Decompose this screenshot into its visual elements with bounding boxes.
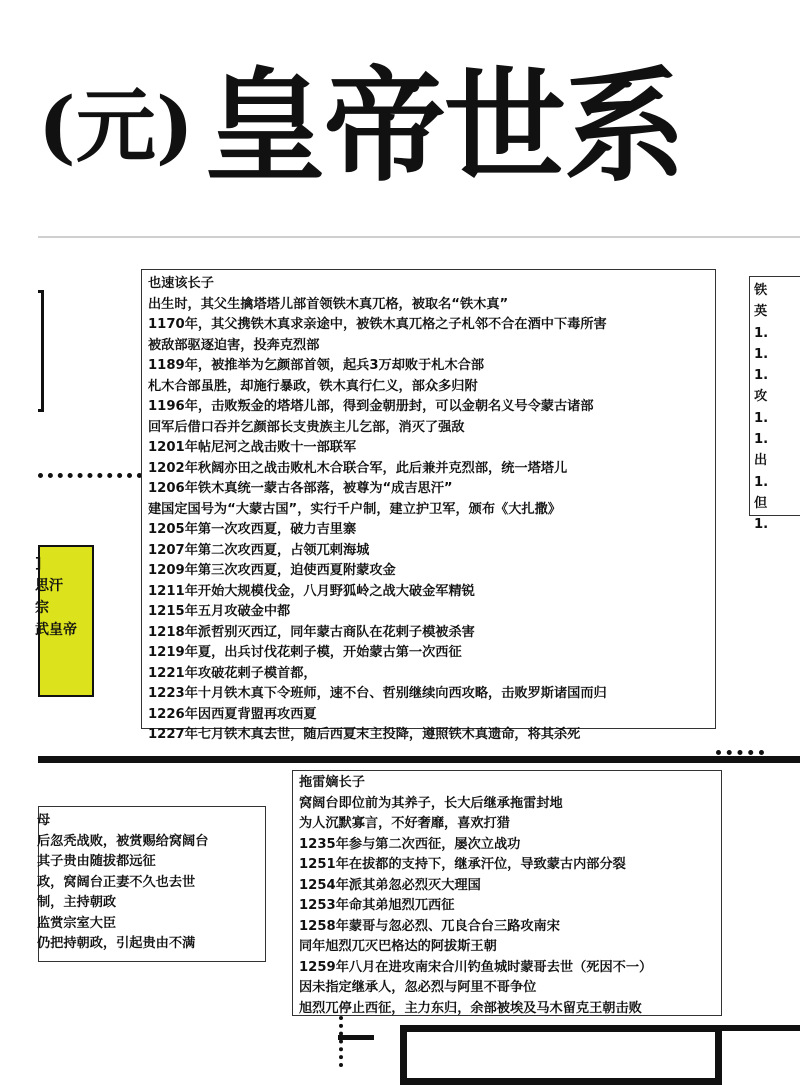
page-title <box>38 50 684 200</box>
dotted-connector-vertical <box>339 1016 343 1067</box>
text-line: 仍把持朝政，引起贵由不满 <box>37 936 196 951</box>
title-divider <box>38 236 800 238</box>
text-line: 回军后借口吞并乞颜部长支贵族主儿乞部，消灭了强敌 <box>148 419 465 435</box>
text-line: 但 <box>754 495 768 511</box>
text-line: 同年旭烈兀灭巴格达的阿拔斯王朝 <box>299 939 497 954</box>
highlighted-emperor-card <box>35 545 94 697</box>
text-line: 出 <box>754 453 768 469</box>
text-line: 铁 <box>754 283 768 298</box>
text-line: 窝阔台即位前为其养子，长大后继承拖雷封地 <box>299 795 563 811</box>
text-line: 拖雷嫡长子 <box>299 775 365 790</box>
next-card-frame <box>400 1025 722 1085</box>
text-line: 出生时，其父生擒塔塔儿部首领铁木真兀格，被取名“铁木真” <box>148 296 509 312</box>
text-line: 1251年在拔都的支持下，继承汗位，导致蒙古内部分裂 <box>299 857 626 872</box>
text-line: 1221年攻破花剌子模首都， <box>148 665 317 681</box>
dotted-connector-left <box>38 473 142 478</box>
text-line: 1. <box>754 325 769 341</box>
text-line: 1253年命其弟旭烈兀西征 <box>299 898 455 913</box>
text-line: 1218年派哲别灭西辽，同年蒙古商队在花剌子模被杀害 <box>148 624 475 640</box>
text-line: 1. <box>754 517 769 533</box>
text-line: 其子贵由随拔都远征 <box>37 854 156 869</box>
text-line: 为人沉默寡言，不好奢靡，喜欢打猎 <box>299 816 510 831</box>
mongke-box <box>292 770 722 1016</box>
text-line: 1207年第二次攻西夏，占领兀剌海城 <box>148 542 370 558</box>
text-line: ] <box>35 556 42 572</box>
regent-box <box>38 806 266 962</box>
text-line: 1258年蒙哥与忽必烈、兀良合台三路攻南宋 <box>299 918 560 934</box>
text-line: 1235年参与第二次西征，屡次立战功 <box>299 836 521 852</box>
text-line: 1. <box>754 410 769 426</box>
text-line: 1. <box>754 432 769 448</box>
text-line: 1227年七月铁木真去世，随后西夏末主投降，遵照铁木真遗命，将其杀死 <box>148 727 581 742</box>
text-line: 1189年，被推举为乞颜部首领，起兵3万却败于札木合部 <box>148 358 485 373</box>
connector-stub <box>338 1035 374 1040</box>
text-line: 母 <box>37 813 51 828</box>
text-line: 1201年帖尼河之战击败十一部联军 <box>148 440 357 455</box>
text-line: 1202年秋阔亦田之战击败札木合联合军，此后兼并克烈部，统一塔塔儿 <box>148 460 568 476</box>
text-line: 宗 <box>35 600 49 616</box>
text-line: 1205年第一次攻西夏，破力吉里寨 <box>148 522 357 537</box>
text-line: 英 <box>754 304 768 320</box>
right-clipped-box <box>749 276 800 533</box>
text-line: 1211年开始大规模伐金，八月野狐岭之战大破金军精锐 <box>148 583 475 599</box>
text-line: 1. <box>754 368 769 384</box>
dotted-connector-right <box>716 750 764 755</box>
text-line: 也速该长子 <box>148 276 214 291</box>
text-line: 1170年，其父携铁木真求亲途中，被铁木真兀格之子札邻不合在酒中下毒所害 <box>148 317 607 332</box>
title-crop-mask <box>0 50 38 200</box>
generation-divider <box>38 756 800 763</box>
text-line: 旭烈兀停止西征，主力东归，余部被埃及马木留克王朝击败 <box>299 1000 642 1016</box>
text-line: 1206年铁木真统一蒙古各部落，被尊为“成吉思汗” <box>148 481 453 496</box>
title-main: 皇帝世系 <box>203 53 684 198</box>
text-line: 1223年十月铁木真下令班师，速不台、哲别继续向西攻略，击败罗斯诸国而归 <box>148 686 607 701</box>
text-line: 思汗 <box>35 578 63 594</box>
left-bracket-line <box>38 290 44 412</box>
text-line: 武皇帝 <box>35 622 77 638</box>
text-line: 监赏宗室大臣 <box>37 915 117 931</box>
text-line: 1219年夏，出兵讨伐花剌子模，开始蒙古第一次西征 <box>148 645 462 660</box>
text-line: 1215年五月攻破金中都 <box>148 604 291 619</box>
title-prefix: (元) <box>38 78 194 173</box>
text-line: 政，窝阔台正妻不久也去世 <box>37 874 196 890</box>
text-line: 1. <box>754 474 769 490</box>
text-line: 1. <box>754 346 769 362</box>
text-line: 札木合部虽胜，却施行暴政，铁木真行仁义，部众多归附 <box>148 378 478 394</box>
text-line: 1209年第三次攻西夏，迫使西夏附蒙攻金 <box>148 563 396 578</box>
text-line: 1226年因西夏背盟再攻西夏 <box>148 706 317 722</box>
text-line: 1254年派其弟忽必烈灭大理国 <box>299 877 481 893</box>
text-line: 1259年八月在进攻南宋合川钓鱼城时蒙哥去世（死因不一） <box>299 959 653 975</box>
text-line: 建国定国号为“大蒙古国”，实行千户制，建立护卫军，颁布《大扎撒》 <box>148 501 561 517</box>
text-line: 攻 <box>754 389 768 405</box>
text-line: 制，主持朝政 <box>37 895 117 910</box>
next-card-stub <box>722 1025 800 1031</box>
text-line: 因未指定继承人，忽必烈与阿里不哥争位 <box>299 980 537 995</box>
text-line: 1196年，击败叛金的塔塔儿部，得到金朝册封，可以金朝名义号令蒙古诸部 <box>148 399 594 414</box>
genghis-khan-box <box>141 269 716 742</box>
text-line: 被敌部驱逐迫害，投奔克烈部 <box>148 337 320 353</box>
text-line: 后忽秃战败，被赏赐给窝阔台 <box>37 833 209 849</box>
